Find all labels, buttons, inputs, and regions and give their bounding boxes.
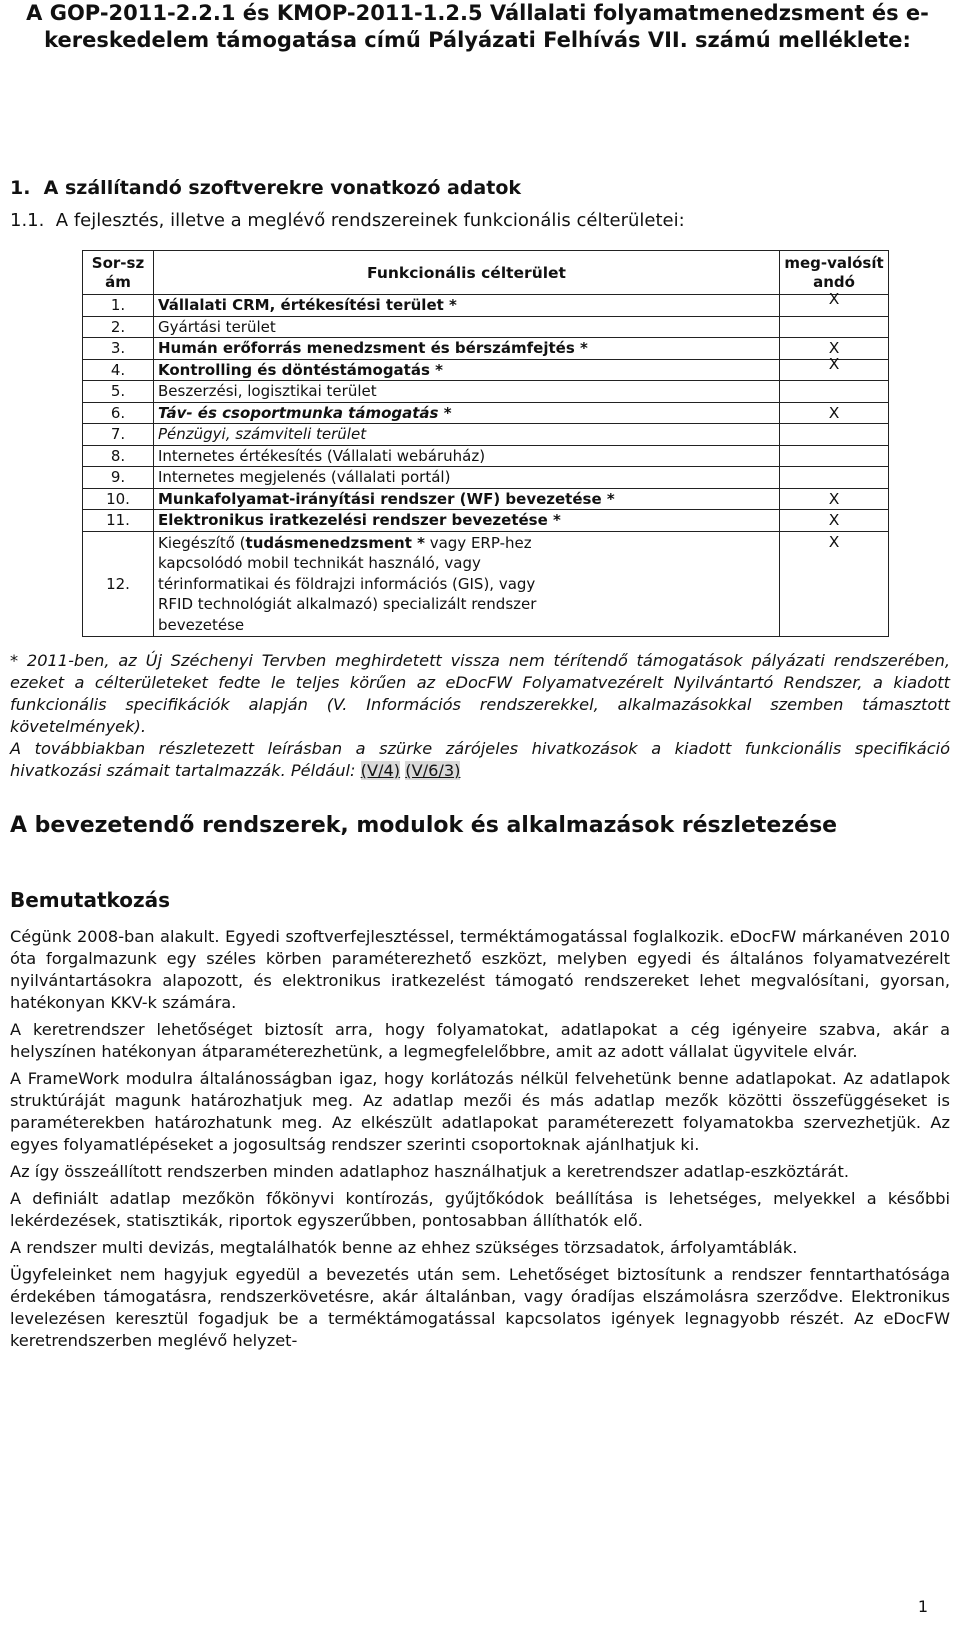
row-mark: X [828, 290, 840, 309]
page-number: 1 [917, 1597, 928, 1616]
reference-example-2: (V/6/3) [405, 761, 461, 780]
row-num: 5. [83, 381, 154, 403]
table-row [83, 531, 889, 637]
paragraph: A definiált adatlap mezőkön főkönyvi kontírozás, gyűjtőkódok beállítása is lehetséges, melyekkel a későbbi lekérdezések, statisztikák, riportok egyszerűbben, pontosabban állíthatók elő. [10, 1189, 950, 1230]
table-row [83, 488, 889, 510]
row-area: Gyártási terület [154, 316, 780, 338]
row-mark: X [780, 531, 889, 637]
row-num: 4. [83, 359, 154, 381]
reference-example-1: (V/4) [360, 761, 401, 780]
section-heading-1-1: 1.1. A fejlesztés, illetve a meglévő rendszereinek funkcionális célterületei: [10, 210, 685, 231]
paragraph: A keretrendszer lehetőséget biztosít arra, hogy folyamatokat, adatlapokat a cég igényeire szabva, akár a helyszínen hatékonyan átparaméterezhetünk, a legmegfelelőbbre, amit az adott vállalat ügyvitele elvár. [10, 1020, 950, 1061]
header-area: Funkcionális célterület [154, 251, 780, 295]
table-row [83, 359, 889, 381]
row-mark: X [780, 402, 889, 424]
paragraph: Ügyfeleinket nem hagyjuk egyedül a bevezetés után sem. Lehetőséget biztosítunk a rendszer fenntarthatósága érdekében támogatásra, rendszerkövetésre, akár általánban, vagy óradíjas elszámolásra szerződve. Elektronikus levelezésen keresztül fogadjuk be a terméktámogatással kapcsolatos igények legnagyobb részét. Az eDocFW keretrendszerben meglévő helyzet- [10, 1265, 950, 1350]
table-row [83, 316, 889, 338]
row-area: Elektronikus iratkezelési rendszer bevezetése * [154, 510, 780, 532]
row-mark: X [780, 510, 889, 532]
row-mark [780, 316, 889, 338]
section-heading-1: 1. A szállítandó szoftverekre vonatkozó adatok [10, 177, 522, 199]
row-mark [780, 445, 889, 467]
row-mark: X [780, 338, 889, 360]
row-mark [780, 381, 889, 403]
footnote-text-2: A továbbiakban részletezett leírásban a szürke zárójeles hivatkozások a kiadott funkcionális specifikáció hivatkozási számait tartalmazzák. Például: (V/4) (V/6/3) [10, 739, 950, 780]
footnote-text-1: * 2011-ben, az Új Széchenyi Tervben meghirdetett vissza nem térítendő támogatások pályázati rendszerében, ezeket a célterületeket fedte le teljes körűen az eDocFW Folyamatvezérelt Nyilvántartó Rendszer, a kiadott funkcionális specifikációk alapján (V. Információs rendszerekkel, alkalmazásokkal szemben támasztott követelmények). [10, 651, 950, 736]
functional-areas-table [82, 250, 889, 637]
row-num: 8. [83, 445, 154, 467]
paragraph: A rendszer multi devizás, megtalálhatók benne az ehhez szükséges törzsadatok, árfolyamtáblák. [10, 1238, 798, 1257]
row-num: 12. [83, 531, 154, 637]
body-text [10, 926, 950, 1357]
table-row [83, 381, 889, 403]
row-mark: X [828, 354, 840, 373]
row-area: Internetes megjelenés (vállalati portál) [154, 467, 780, 489]
row-num: 11. [83, 510, 154, 532]
row-mark [780, 467, 889, 489]
table-row [83, 467, 889, 489]
table-row [83, 338, 889, 360]
row-num: 10. [83, 488, 154, 510]
row-mark: X [780, 488, 889, 510]
header-num: Sor-szám [83, 251, 154, 295]
row-num: 2. [83, 316, 154, 338]
table-row [83, 510, 889, 532]
row-area [154, 531, 780, 637]
table-row [83, 402, 889, 424]
row-num: 9. [83, 467, 154, 489]
row-area: Táv- és csoportmunka támogatás * [154, 402, 780, 424]
row-num: 7. [83, 424, 154, 446]
row-num: 6. [83, 402, 154, 424]
table-row [83, 445, 889, 467]
heading-systems: A bevezetendő rendszerek, modulok és alkalmazások részletezése [10, 813, 838, 838]
row-area: Beszerzési, logisztikai terület [154, 381, 780, 403]
paragraph: Az így összeállított rendszerben minden adatlaphoz használhatjuk a keretrendszer adatlap-eszköztárát. [10, 1162, 849, 1181]
row-area: Kontrolling és döntéstámogatás * [154, 359, 780, 381]
table-row [83, 424, 889, 446]
document-title: A GOP-2011-2.2.1 és KMOP-2011-1.2.5 Vállalati folyamatmenedzsment és e-kereskedelem támogatása című Pályázati Felhívás VII. számú melléklete: [26, 1, 929, 52]
row-area: Pénzügyi, számviteli terület [154, 424, 780, 446]
row-area: Munkafolyamat-irányítási rendszer (WF) bevezetése * [154, 488, 780, 510]
row-mark [780, 424, 889, 446]
row12-pre: Kiegészítő ( [158, 533, 246, 552]
row12-bold: tudásmenedzsment * [245, 533, 425, 552]
paragraph: A FrameWork modulra általánosságban igaz, hogy korlátozás nélkül felvehetünk benne adatlapokat. Az adatlapok struktúráját magunk határozhatjuk meg. Az adatlap mezői és más adatlap mezők közötti összefüggéseket is paraméterekben határozhatunk meg. Az elkészült adatlapokat paraméterezett folyamatokba szervezhetjük. Az egyes folyamatlépéseket a jogosultság rendszer szerinti csoportoknak ajánlhatjuk ki. [10, 1069, 950, 1154]
row-area: Vállalati CRM, értékesítési terület * [154, 295, 780, 317]
row12-post: vagy ERP-hez kapcsolódó mobil technikát használó, vagy térinformatikai és földrajzi információs (GIS), vagy RFID technológiát alkalmazó) specializált rendszer bevezetése [158, 533, 537, 634]
row-area: Internetes értékesítés (Vállalati webáruház) [154, 445, 780, 467]
header-impl: meg-valósítandó [780, 251, 889, 295]
paragraph: Cégünk 2008-ban alakult. Egyedi szoftverfejlesztéssel, terméktámogatással foglalkozik. eDocFW márkanéven 2010 óta forgalmazunk egy széles körben paraméterezhető eszközt, melyben egyedi és általános folyamatvezérelt nyilvántartásokra alapozott, és elektronikus iratkezelést támogató rendszereket lehet megvalósítani, gyorsan, hatékonyan KKV-k számára. [10, 927, 950, 1012]
heading-introduction: Bemutatkozás [10, 888, 171, 912]
row-num: 1. [83, 295, 154, 317]
table-row [83, 295, 889, 317]
row-area: Humán erőforrás menedzsment és bérszámfejtés * [154, 338, 780, 360]
table-header-row [83, 251, 889, 295]
row-num: 3. [83, 338, 154, 360]
footnote [10, 650, 950, 782]
